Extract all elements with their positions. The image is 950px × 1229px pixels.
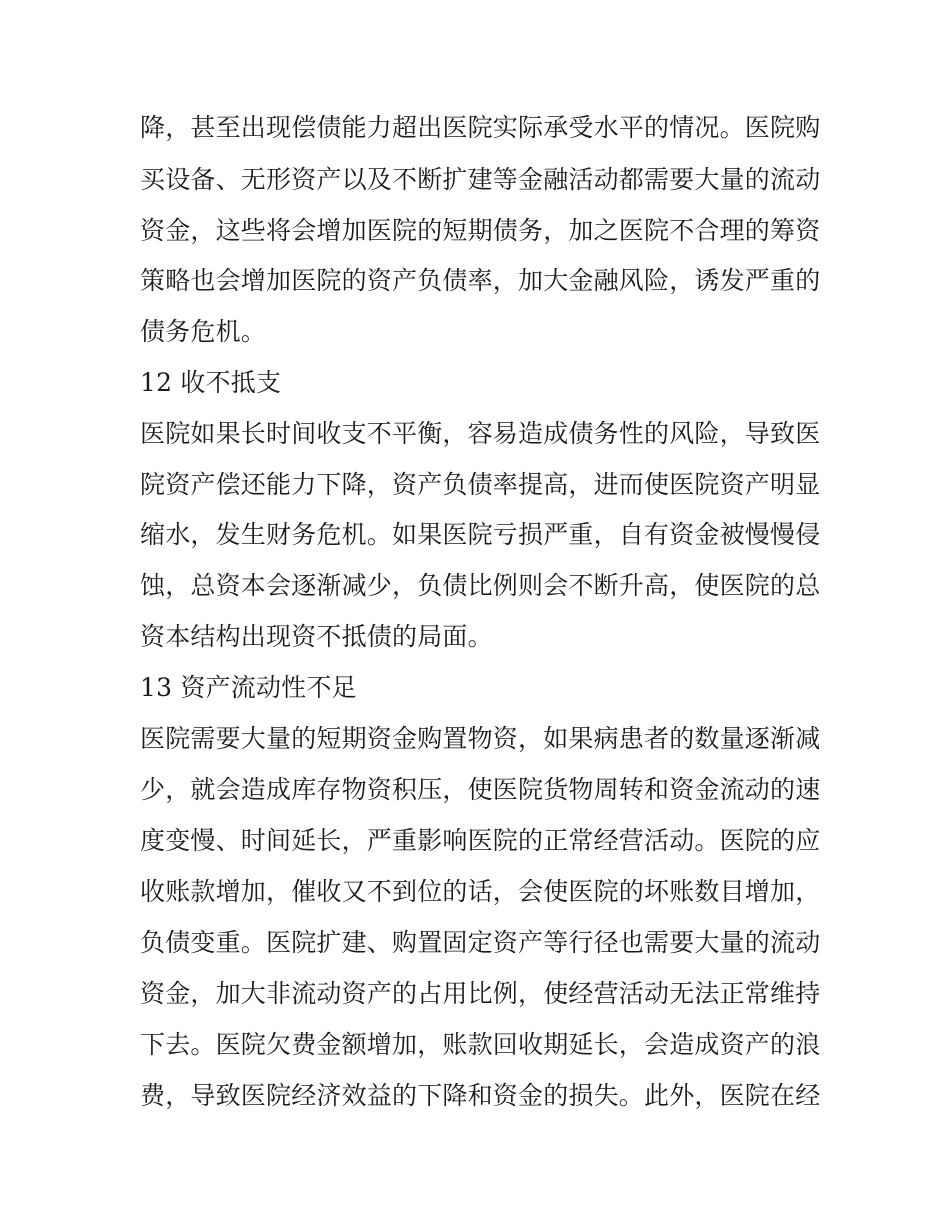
paragraph-line: 债务危机。 bbox=[140, 317, 267, 346]
paragraph-line: 少，就会造成库存物资积压，使医院货物周转和资金流动的速 bbox=[140, 775, 821, 804]
paragraph-line: 下去。医院欠费金额增加，账款回收期延长，会造成资产的浪 bbox=[140, 1030, 821, 1059]
paragraph-line: 资金，加大非流动资产的占用比例，使经营活动无法正常维持 bbox=[140, 979, 821, 1008]
paragraph-line: 蚀，总资本会逐渐减少，负债比例则会不断升高，使医院的总 bbox=[140, 571, 821, 600]
paragraph-line: 院资产偿还能力下降，资产负债率提高，进而使医院资产明显 bbox=[140, 470, 821, 499]
paragraph-line: 资金，这些将会增加医院的短期债务，加之医院不合理的筹资 bbox=[140, 216, 821, 245]
paragraph-line: 收账款增加，催收又不到位的话，会使医院的坏账数目增加， bbox=[140, 877, 821, 906]
paragraph-line: 度变慢、时间延长，严重影响医院的正常经营活动。医院的应 bbox=[140, 826, 821, 855]
paragraph-line: 买设备、无形资产以及不断扩建等金融活动都需要大量的流动 bbox=[140, 165, 821, 194]
paragraph-line: 降，甚至出现偿债能力超出医院实际承受水平的情况。医院购 bbox=[140, 113, 821, 142]
paragraph-line: 资本结构出现资不抵债的局面。 bbox=[140, 622, 493, 651]
paragraph-line: 策略也会增加医院的资产负债率，加大金融风险，诱发严重的 bbox=[140, 266, 821, 295]
section-heading: 12 收不抵支 bbox=[140, 368, 282, 397]
paragraph-line: 医院需要大量的短期资金购置物资，如果病患者的数量逐渐减 bbox=[140, 724, 821, 753]
paragraph-line: 负债变重。医院扩建、购置固定资产等行径也需要大量的流动 bbox=[140, 928, 821, 957]
section-heading: 13 资产流动性不足 bbox=[140, 673, 357, 702]
paragraph-line: 缩水，发生财务危机。如果医院亏损严重，自有资金被慢慢侵 bbox=[140, 520, 821, 549]
paragraph-line: 费，导致医院经济效益的下降和资金的损失。此外，医院在经 bbox=[140, 1081, 821, 1110]
paragraph-line: 医院如果长时间收支不平衡，容易造成债务性的风险，导致医 bbox=[140, 419, 821, 448]
